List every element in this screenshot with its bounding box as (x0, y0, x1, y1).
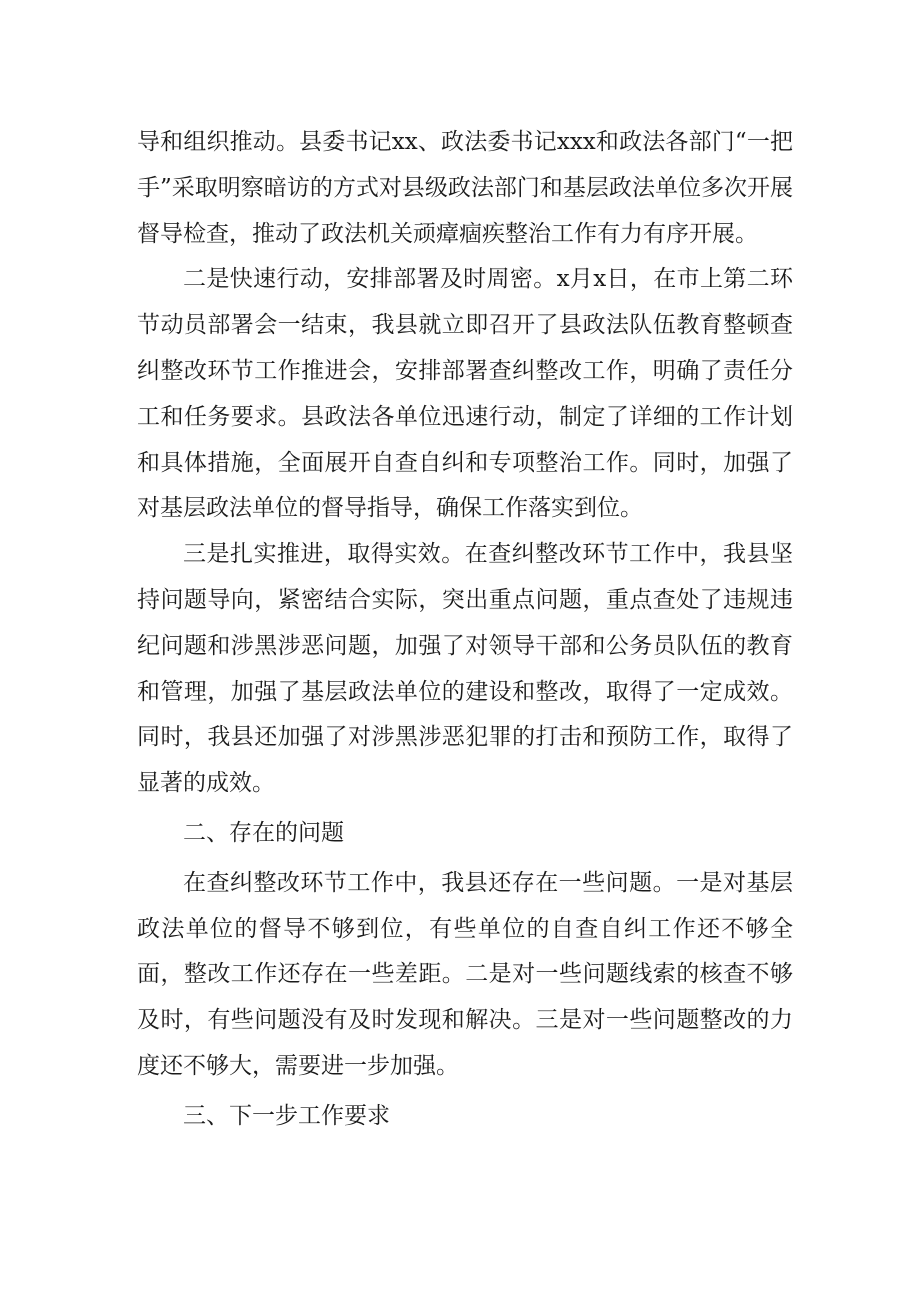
section-heading-next-steps: 三、下一步工作要求 (183, 1102, 390, 1129)
section-heading-problems: 二、存在的问题 (183, 819, 344, 846)
paragraph-problems: 在查纠整改环节工作中，我县还存在一些问题。一是对基层政法单位的督导不够到位，有些单位的自查自纠工作还不够全面，整改工作还存在一些差距。二是对一些问题线索的核查不够及时，有些问题没有及时发现和解决。三是对一些问题整改的力度还不够大，需要进一步加强。 (137, 869, 793, 1079)
paragraph-continuation: 导和组织推动。县委书记xx、政法委书记xxx和政法各部门“一把手”采取明察暗访的方式对县级政法部门和基层政法单位多次开展督导检查，推动了政法机关顽瘴痼疾整治工作有力有序开展。 (137, 129, 793, 247)
paragraph-quick-action: 二是快速行动，安排部署及时周密。x月x日，在市上第二环节动员部署会一结束，我县就立即召开了县政法队伍教育整顿查纠整改环节工作推进会，安排部署查纠整改工作，明确了责任分工和任务要求。县政法各单位迅速行动，制定了详细的工作计划和具体措施，全面展开自查自纠和专项整治工作。同时，加强了对基层政法单位的督导指导，确保工作落实到位。 (137, 266, 793, 522)
document-body (137, 120, 793, 1140)
paragraph-solid-progress: 三是扎实推进，取得实效。在查纠整改环节工作中，我县坚持问题导向，紧密结合实际，突出重点问题，重点查处了违规违纪问题和涉黑涉恶问题，加强了对领导干部和公务员队伍的教育和管理，加强了基层政法单位的建设和整改，取得了一定成效。同时，我县还加强了对涉黑涉恶犯罪的打击和预防工作，取得了显著的成效。 (137, 541, 793, 797)
